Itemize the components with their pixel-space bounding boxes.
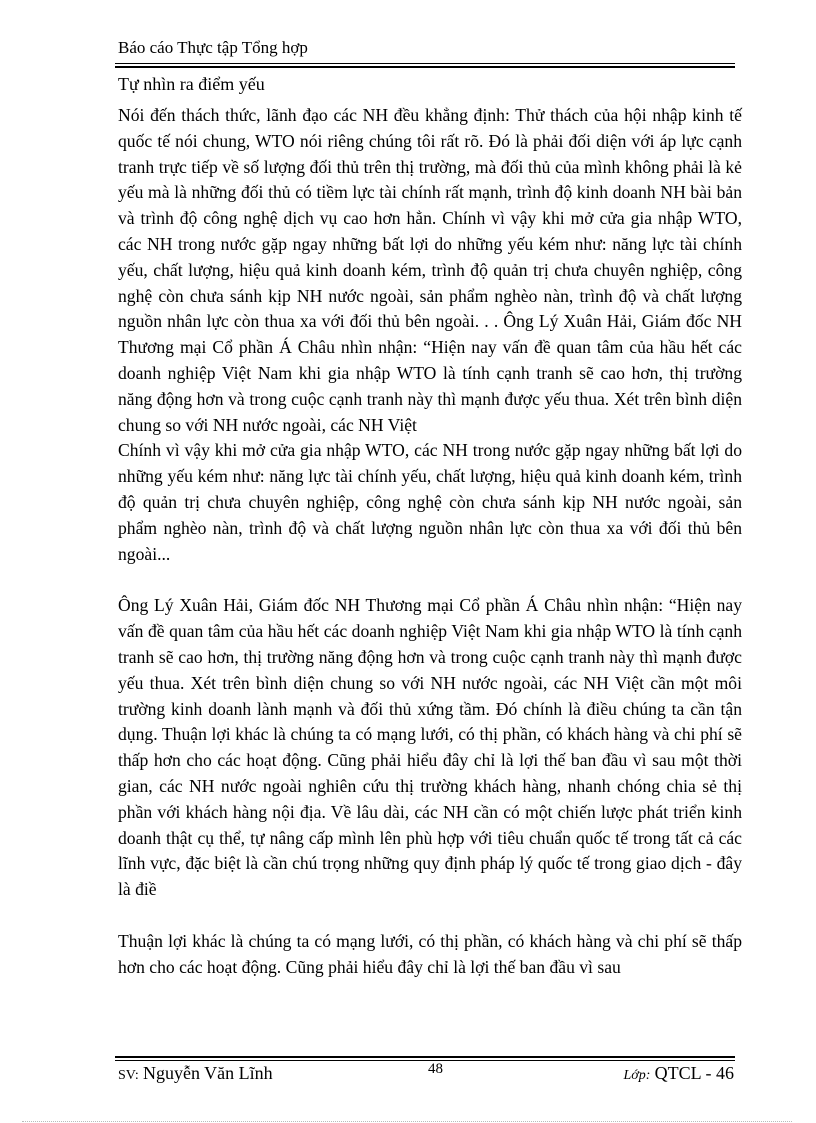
class-value: QTCL - 46: [654, 1063, 734, 1083]
page-edge-dotted: [22, 1121, 792, 1122]
footer-rule-bottom: [115, 1060, 735, 1061]
header-title: Báo cáo Thực tập Tổng hợp: [118, 38, 308, 57]
section-heading: Tự nhìn ra điểm yếu: [118, 74, 265, 94]
paragraph-gap: [118, 567, 742, 593]
paragraph-1: Nói đến thách thức, lãnh đạo các NH đều khẳng định: Thử thách của hội nhập kinh tế quốc tế nói chung, WTO nói riêng chúng tôi rất rõ. Đó là phải đối diện với áp lực cạnh tranh trực tiếp về số lượng đối thủ trên thị trường, mà đối thủ của mình không phải là kẻ yếu mà là những đối thủ có tiềm lực tài chính rất mạnh, trình độ kinh doanh NH bài bản và trình độ công nghệ dịch vụ cao hơn hẳn. Chính vì vậy khi mở cửa gia nhập WTO, các NH trong nước gặp ngay những bất lợi do những yếu kém như: năng lực tài chính yếu, chất lượng, hiệu quả kinh doanh kém, trình độ quản trị chưa chuyên nghiệp, công nghệ còn chưa sánh kịp NH nước ngoài, sản phẩm nghèo nàn, trình độ và chất lượng nguồn nhân lực còn thua xa với đối thủ bên ngoài. . . Ông Lý Xuân Hải, Giám đốc NH Thương mại Cổ phần Á Châu nhìn nhận: “Hiện nay vấn đề quan tâm của hầu hết các doanh nghiệp Việt Nam khi gia nhập WTO là tính cạnh tranh sẽ cao hơn, thị trường năng động hơn và trong cuộc cạnh tranh này thì mạnh được yếu thua. Xét trên bình diện chung so với NH nước ngoài, các NH Việt: [118, 105, 742, 435]
footer: [118, 1063, 742, 1087]
page-number: 48: [428, 1061, 443, 1077]
paragraph-4: Thuận lợi khác là chúng ta có mạng lưới, có thị phần, có khách hàng và chi phí sẽ thấp hơn cho các hoạt động. Cũng phải hiểu đây chỉ là lợi thế ban đầu vì sau: [118, 930, 742, 977]
student-label: SV:: [118, 1068, 139, 1083]
paragraph-2: Chính vì vậy khi mở cửa gia nhập WTO, các NH trong nước gặp ngay những bất lợi do những yếu kém như: năng lực tài chính yếu, chất lượng, hiệu quả kinh doanh kém, trình độ quản trị chưa chuyên nghiệp, công nghệ còn chưa sánh kịp NH nước ngoài, sản phẩm nghèo nàn, trình độ và chất lượng nguồn nhân lực còn thua xa với đối thủ bên ngoài...: [118, 440, 742, 564]
student-name: Nguyễn Văn Lĩnh: [143, 1063, 273, 1083]
header-rule-bottom: [115, 66, 735, 68]
paragraph-gap: [118, 903, 742, 929]
footer-rule-top: [115, 1056, 735, 1058]
body-text: [118, 103, 742, 981]
footer-student: [118, 1063, 273, 1084]
header-rule-top: [115, 63, 735, 64]
class-label: Lớp:: [623, 1068, 651, 1083]
footer-class: [624, 1063, 735, 1084]
paragraph-3: Ông Lý Xuân Hải, Giám đốc NH Thương mại Cổ phần Á Châu nhìn nhận: “Hiện nay vấn đề quan tâm của hầu hết các doanh nghiệp Việt Nam khi gia nhập WTO là tính cạnh tranh sẽ cao hơn, thị trường năng động hơn và trong cuộc cạnh tranh này thì mạnh được yếu thua. Xét trên bình diện chung so với NH nước ngoài, các NH Việt cần một môi trường kinh doanh lành mạnh và đối thủ xứng tầm. Đó chính là điều chúng ta cần tận dụng. Thuận lợi khác là chúng ta có mạng lưới, có thị phần, có khách hàng và chi phí sẽ thấp hơn cho các hoạt động. Cũng phải hiểu đây chỉ là lợi thế ban đầu vì sau một thời gian, các NH nước ngoài nghiên cứu thị trường khách hàng, nhanh chóng chia sẻ thị phần với khách hàng nội địa. Về lâu dài, các NH cần có một chiến lược phát triển kinh doanh thật cụ thể, tự nâng cấp mình lên phù hợp với tiêu chuẩn quốc tế trong tất cả các lĩnh vực, đặc biệt là cần chú trọng những quy định pháp lý quốc tế trong giao dịch - đây là điề: [118, 595, 742, 900]
